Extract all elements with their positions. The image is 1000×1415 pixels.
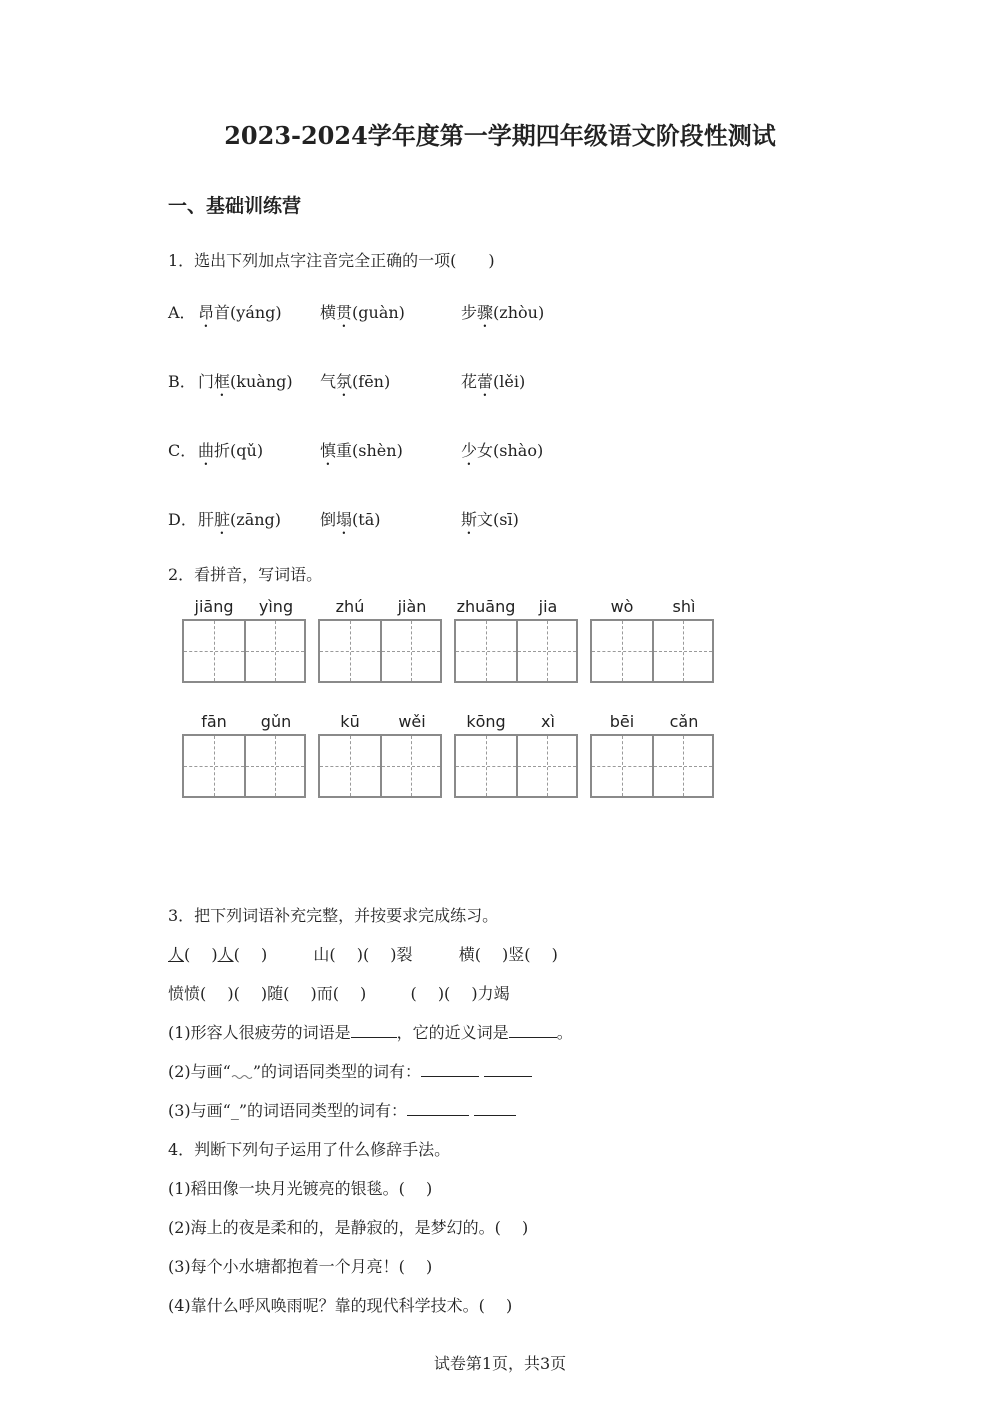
answer-blank[interactable] xyxy=(407,1101,469,1116)
tianzige-cell[interactable] xyxy=(320,621,380,681)
q3-line1 xyxy=(168,942,558,965)
pinyin-label: kōng xyxy=(466,712,506,731)
word-char: 横 xyxy=(320,303,337,322)
option-word xyxy=(198,300,282,331)
option-letter[interactable]: C． xyxy=(168,441,197,460)
dotted-char: 贯 xyxy=(336,303,353,322)
pinyin-label: gǔn xyxy=(260,712,292,731)
idiom-char: 人 xyxy=(168,945,185,964)
word-char: 门 xyxy=(198,372,215,391)
pinyin-annotation: (zhòu) xyxy=(493,303,545,322)
q3-prompt: 3．把下列词语补充完整，并按要求完成练习。 xyxy=(168,906,499,925)
q4-prompt: 4．判断下列句子运用了什么修辞手法。 xyxy=(168,1140,451,1159)
writing-grid[interactable] xyxy=(182,734,306,798)
pinyin-label: jia xyxy=(538,597,558,616)
option-word xyxy=(198,369,293,400)
sub3-text: ”的词语同类型的词有： xyxy=(238,1101,408,1120)
idiom-blank: ( ) xyxy=(184,945,218,964)
line-mark: _ xyxy=(230,1101,239,1120)
pinyin-label: wěi xyxy=(398,712,426,731)
pinyin-annotation: (qǔ) xyxy=(230,441,264,460)
tianzige-cell[interactable] xyxy=(456,736,516,796)
answer-blank[interactable] xyxy=(421,1062,479,1077)
q4-item: (1)稻田像一块月光镀亮的银毯。( ) xyxy=(168,1179,433,1198)
pinyin-label: bēi xyxy=(609,712,635,731)
option-letter[interactable]: D． xyxy=(168,510,197,529)
idiom-b: 山( )( )裂 xyxy=(313,945,413,964)
pinyin-label: cǎn xyxy=(669,712,699,731)
dotted-char: 氛 xyxy=(336,372,353,391)
page-title: 2023-2024学年度第一学期四年级语文阶段性测试 xyxy=(224,121,776,150)
word-char: 步 xyxy=(461,303,478,322)
word-char: 折 xyxy=(214,441,231,460)
option-word xyxy=(320,438,403,469)
answer-blank[interactable] xyxy=(484,1062,532,1077)
pinyin-label: jiàn xyxy=(397,597,427,616)
word-char: 重 xyxy=(336,441,353,460)
tianzige-cell[interactable] xyxy=(380,621,440,681)
pinyin-label: fān xyxy=(201,712,227,731)
pinyin-annotation: (zāng) xyxy=(230,510,282,529)
dotted-char: 曲 xyxy=(198,441,215,460)
pinyin-annotation: (tā) xyxy=(352,510,381,529)
dotted-char: 慎 xyxy=(320,441,337,460)
q1-prompt: 1．选出下列加点字注音完全正确的一项( ) xyxy=(168,251,495,270)
pinyin-label: kū xyxy=(340,712,360,731)
dotted-char: 框 xyxy=(214,372,231,391)
option-word xyxy=(198,438,263,469)
q3-sub3 xyxy=(168,1098,516,1121)
idiom-d: 愤愤( )( )随( )而( ) xyxy=(168,984,367,1003)
answer-blank[interactable] xyxy=(509,1023,557,1038)
tianzige-cell[interactable] xyxy=(516,621,576,681)
q4-item: (2)海上的夜是柔和的，是静寂的，是梦幻的。( ) xyxy=(168,1218,529,1237)
pinyin-annotation: (sī) xyxy=(493,510,519,529)
tianzige-cell[interactable] xyxy=(244,621,304,681)
pinyin-label: jiāng xyxy=(194,597,234,616)
q2-prompt: 2．看拼音，写词语。 xyxy=(168,565,323,584)
pinyin-label: zhú xyxy=(335,597,365,616)
option-word xyxy=(198,507,281,538)
writing-grid[interactable] xyxy=(454,734,578,798)
writing-grid[interactable] xyxy=(318,734,442,798)
pinyin-annotation: (lěi) xyxy=(493,372,526,391)
tianzige-cell[interactable] xyxy=(380,736,440,796)
sub1-text: (1)形容人很疲劳的词语是 xyxy=(168,1023,351,1042)
q3-line2 xyxy=(168,981,510,1004)
sub1-text: 。 xyxy=(556,1023,573,1042)
answer-blank[interactable] xyxy=(351,1023,397,1038)
pinyin-label: yìng xyxy=(258,597,294,616)
pinyin-annotation: (guàn) xyxy=(352,303,405,322)
dotted-char: 塌 xyxy=(336,510,353,529)
writing-grid[interactable] xyxy=(590,619,714,683)
option-word xyxy=(461,438,543,469)
dotted-char: 少 xyxy=(461,441,478,460)
idiom-c: 横( )竖( ) xyxy=(458,945,558,964)
idiom-char: 人 xyxy=(217,945,234,964)
wavy-underline-icon xyxy=(231,1073,253,1081)
pinyin-annotation: (shào) xyxy=(493,441,544,460)
option-word xyxy=(320,300,405,331)
sub1-text: ，它的近义词是 xyxy=(396,1023,509,1042)
option-word xyxy=(461,300,544,331)
pinyin-annotation: (yáng) xyxy=(230,303,282,322)
sub2-text: ”的词语同类型的词有： xyxy=(252,1062,422,1081)
pinyin-label: zhuāng xyxy=(456,597,516,616)
option-letter[interactable]: A． xyxy=(168,303,196,322)
pinyin-label: shì xyxy=(672,597,696,616)
dotted-char: 昂 xyxy=(198,303,215,322)
tianzige-cell[interactable] xyxy=(184,621,244,681)
dotted-char: 蕾 xyxy=(477,372,494,391)
q4-item: (4)靠什么呼风唤雨呢？靠的现代科学技术。( ) xyxy=(168,1296,513,1315)
sub3-text: (3)与画“ xyxy=(168,1101,231,1120)
section-heading: 一、基础训练营 xyxy=(168,195,302,217)
writing-grid[interactable] xyxy=(182,619,306,683)
dotted-char: 骤 xyxy=(477,303,494,322)
idiom-blank: ( ) xyxy=(233,945,268,964)
page-footer: 试卷第1页，共3页 xyxy=(433,1354,567,1373)
pinyin-annotation: (shèn) xyxy=(352,441,403,460)
tianzige-cell[interactable] xyxy=(592,736,652,796)
tianzige-cell[interactable] xyxy=(320,736,380,796)
q3-sub1 xyxy=(168,1020,573,1043)
option-word xyxy=(461,369,525,400)
pinyin-label: wò xyxy=(610,597,634,616)
pinyin-annotation: (fēn) xyxy=(352,372,391,391)
word-char: 肝 xyxy=(198,510,215,529)
tianzige-cell[interactable] xyxy=(244,736,304,796)
word-char: 女 xyxy=(477,441,494,460)
option-word xyxy=(320,369,390,400)
word-char: 倒 xyxy=(320,510,337,529)
word-char: 花 xyxy=(461,372,478,391)
q3-sub2 xyxy=(168,1059,532,1082)
pinyin-annotation: (kuàng) xyxy=(230,372,293,391)
option-letter[interactable]: B． xyxy=(168,372,196,391)
dotted-char: 斯 xyxy=(461,510,478,529)
option-word xyxy=(320,507,380,538)
writing-grid[interactable] xyxy=(454,619,578,683)
tianzige-cell[interactable] xyxy=(184,736,244,796)
word-char: 文 xyxy=(477,510,494,529)
word-char: 首 xyxy=(214,303,231,322)
dotted-char: 脏 xyxy=(214,510,231,529)
tianzige-cell[interactable] xyxy=(456,621,516,681)
sub2-text: (2)与画“ xyxy=(168,1062,231,1081)
answer-blank[interactable] xyxy=(474,1101,516,1116)
q4-item: (3)每个小水塘都抱着一个月亮！( ) xyxy=(168,1257,433,1276)
pinyin-label: xì xyxy=(541,712,555,731)
tianzige-cell[interactable] xyxy=(652,736,712,796)
writing-grid[interactable] xyxy=(318,619,442,683)
option-word xyxy=(461,507,519,538)
word-char: 气 xyxy=(320,372,337,391)
tianzige-cell[interactable] xyxy=(652,621,712,681)
tianzige-cell[interactable] xyxy=(592,621,652,681)
tianzige-cell[interactable] xyxy=(516,736,576,796)
writing-grid[interactable] xyxy=(590,734,714,798)
idiom-e: ( )( )力竭 xyxy=(410,984,510,1003)
